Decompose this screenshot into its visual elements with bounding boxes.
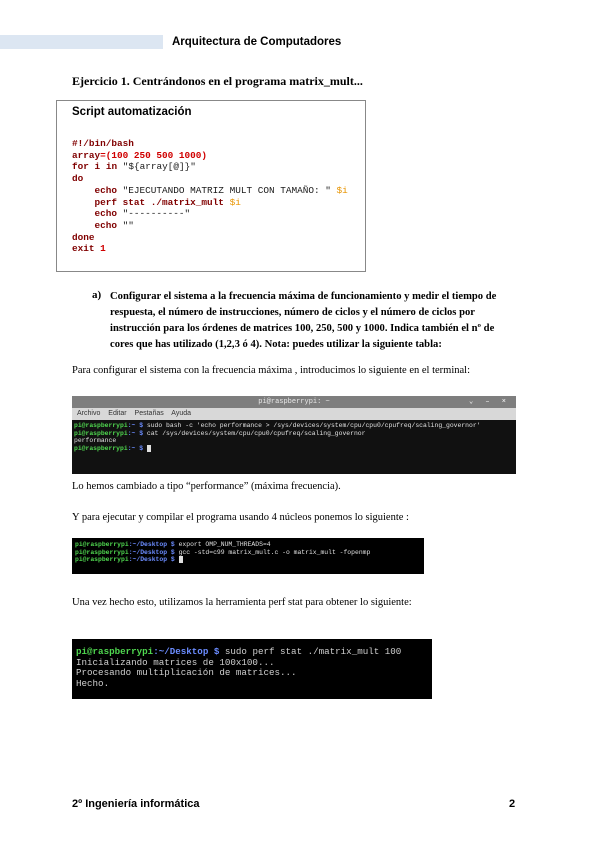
terminal-title: pi@raspberrypi: ~ bbox=[258, 398, 330, 406]
paragraph-compile: Y para ejecutar y compilar el programa usando 4 núcleos ponemos lo siguiente : bbox=[72, 512, 409, 523]
terminal-line: pi@raspberrypi:~ $ bbox=[74, 445, 514, 453]
code-shebang: #!/bin/bash bbox=[72, 138, 134, 149]
script-code: #!/bin/bash array=(100 250 500 1000) for i in "${array[@]}" do echo "EJECUTANDO MATRIZ MULT CON TAMAÑO: " $i perf stat ./matrix_mult $i echo "----------" echo "" done exit 1 bbox=[72, 138, 348, 255]
terminal-window-frequency bbox=[72, 396, 516, 474]
menu-archivo[interactable]: Archivo bbox=[77, 410, 101, 417]
cursor-icon bbox=[179, 556, 183, 563]
header-title: Arquitectura de Computadores bbox=[172, 36, 342, 48]
menu-pestanas[interactable]: Pestañas bbox=[134, 410, 164, 417]
header-accent-bar bbox=[0, 35, 163, 49]
terminal-line: pi@raspberrypi:~/Desktop $ export OMP_NUM_THREADS=4 bbox=[75, 541, 271, 548]
terminal-line: Hecho. bbox=[76, 677, 110, 689]
terminal-window-perf bbox=[72, 639, 432, 699]
exercise-title: Ejercicio 1. Centrándonos en el programa matrix_mult... bbox=[72, 74, 363, 88]
question-label: a) bbox=[92, 289, 102, 301]
script-box bbox=[56, 100, 366, 272]
footer-course: 2º Ingeniería informática bbox=[72, 798, 200, 810]
paragraph-frequency: Para configurar el sistema con la frecuencia máxima , introducimos lo siguiente en el terminal: bbox=[72, 365, 470, 376]
terminal-line: Procesando multiplicación de matrices... bbox=[76, 667, 297, 678]
window-controls-icon[interactable]: ⌄ – × bbox=[468, 398, 510, 406]
terminal-line: pi@raspberrypi:~ $ sudo bash -c 'echo performance > /sys/devices/system/cpu/cpu0/cpufreq/scaling_governor' bbox=[74, 422, 481, 429]
terminal-output bbox=[72, 420, 516, 454]
terminal-line: pi@raspberrypi:~ $ cat /sys/devices/system/cpu/cpu0/cpufreq/scaling_governor bbox=[74, 429, 366, 437]
terminal-line: performance bbox=[74, 437, 117, 444]
terminal-window-compile bbox=[72, 538, 424, 574]
cursor-icon bbox=[147, 445, 151, 452]
menu-editar[interactable]: Editar bbox=[108, 410, 127, 417]
terminal-menubar bbox=[72, 408, 516, 420]
paragraph-performance: Lo hemos cambiado a tipo “performance” (máxima frecuencia). bbox=[72, 481, 341, 492]
script-title: Script automatización bbox=[72, 106, 192, 118]
paragraph-perf-stat: Una vez hecho esto, utilizamos la herramienta perf stat para obtener lo siguiente: bbox=[72, 597, 412, 608]
terminal-line: pi@raspberrypi:~/Desktop $ sudo perf stat ./matrix_mult 100 bbox=[76, 646, 402, 657]
menu-ayuda[interactable]: Ayuda bbox=[171, 410, 192, 417]
page-number: 2 bbox=[509, 798, 516, 810]
terminal-line: pi@raspberrypi:~/Desktop $ bbox=[75, 556, 421, 564]
terminal-line: Inicializando matrices de 100x100... bbox=[76, 656, 275, 668]
terminal-line: pi@raspberrypi:~/Desktop $ gcc -std=c99 matrix_mult.c -o matrix_mult -fopenmp bbox=[75, 548, 371, 556]
question-text: Configurar el sistema a la frecuencia máxima de funcionamiento y medir el tiempo de respuesta, el número de instrucciones, número de ciclos y el número de ciclos por instrucción para los órdenes de matrices 100, 250, 500 y 1000. Indica también el nº de cores que has utilizado (1,2,3 ó 4). Nota: puedes utilizar la siguiente tabla: bbox=[110, 291, 497, 350]
terminal-titlebar bbox=[72, 396, 516, 408]
